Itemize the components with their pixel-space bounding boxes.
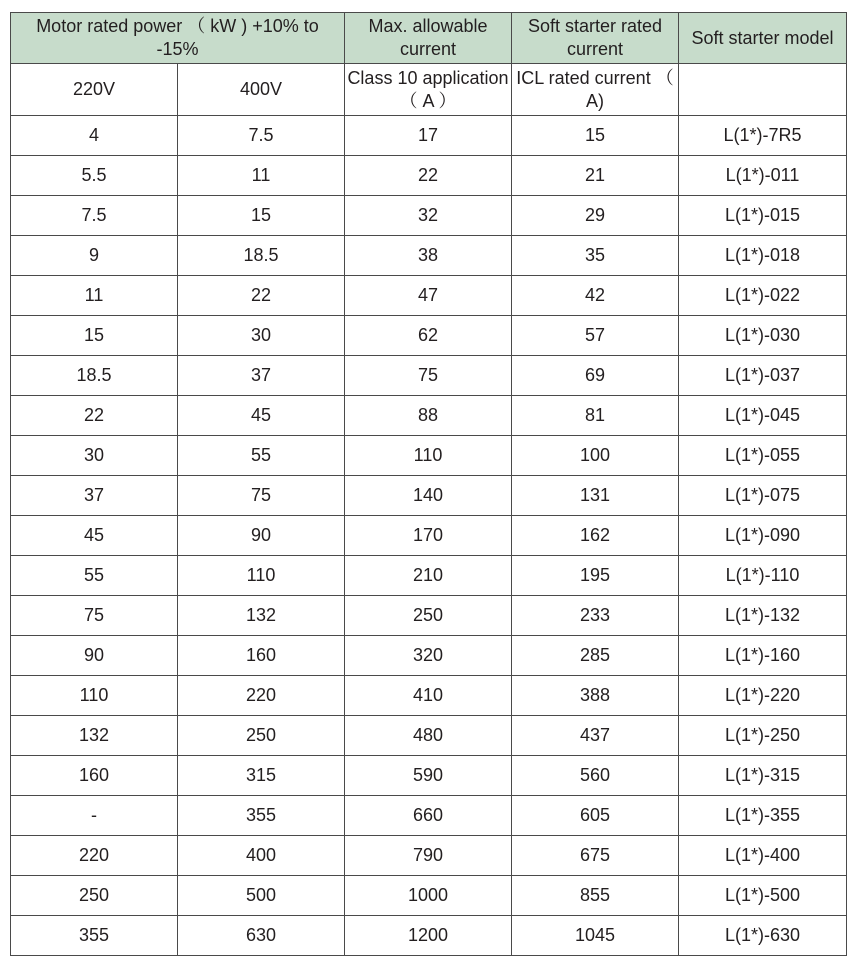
table-row bbox=[11, 396, 847, 436]
table-row bbox=[11, 716, 847, 756]
table-header-row bbox=[11, 13, 847, 64]
table-row bbox=[11, 276, 847, 316]
cell-soft-starter-rated-current: 100 bbox=[512, 436, 679, 476]
cell-soft-starter-rated-current: 15 bbox=[512, 116, 679, 156]
cell-220v-power: 7.5 bbox=[11, 196, 178, 236]
cell-soft-starter-model: L(1*)-315 bbox=[679, 756, 847, 796]
table-row bbox=[11, 836, 847, 876]
cell-max-allowable-current: 590 bbox=[345, 756, 512, 796]
cell-soft-starter-model: L(1*)-220 bbox=[679, 676, 847, 716]
cell-220v-power: 37 bbox=[11, 476, 178, 516]
cell-220v-power: 11 bbox=[11, 276, 178, 316]
cell-soft-starter-rated-current: 69 bbox=[512, 356, 679, 396]
cell-400v-power: 110 bbox=[178, 556, 345, 596]
cell-max-allowable-current: 170 bbox=[345, 516, 512, 556]
cell-400v-power: 90 bbox=[178, 516, 345, 556]
cell-max-allowable-current: 47 bbox=[345, 276, 512, 316]
cell-400v-power: 220 bbox=[178, 676, 345, 716]
cell-max-allowable-current: 410 bbox=[345, 676, 512, 716]
header-soft-starter-rated-current: Soft starter rated current bbox=[512, 13, 679, 64]
cell-soft-starter-model: L(1*)-075 bbox=[679, 476, 847, 516]
cell-max-allowable-current: 140 bbox=[345, 476, 512, 516]
cell-220v-power: 110 bbox=[11, 676, 178, 716]
table-row bbox=[11, 156, 847, 196]
table-row bbox=[11, 876, 847, 916]
cell-max-allowable-current: 210 bbox=[345, 556, 512, 596]
cell-soft-starter-model: L(1*)-030 bbox=[679, 316, 847, 356]
cell-400v-power: 45 bbox=[178, 396, 345, 436]
cell-max-allowable-current: 32 bbox=[345, 196, 512, 236]
cell-max-allowable-current: 75 bbox=[345, 356, 512, 396]
table-row bbox=[11, 796, 847, 836]
table-row bbox=[11, 756, 847, 796]
header-soft-starter-model: Soft starter model bbox=[679, 13, 847, 64]
cell-soft-starter-rated-current: 285 bbox=[512, 636, 679, 676]
cell-soft-starter-rated-current: 437 bbox=[512, 716, 679, 756]
cell-max-allowable-current: 250 bbox=[345, 596, 512, 636]
cell-400v-power: 315 bbox=[178, 756, 345, 796]
cell-220v-power: 45 bbox=[11, 516, 178, 556]
cell-220v-power: 355 bbox=[11, 916, 178, 956]
subheader-class10-application: Class 10 application （ A ） bbox=[345, 64, 512, 116]
table-row bbox=[11, 636, 847, 676]
subheader-220v: 220V bbox=[11, 64, 178, 116]
cell-220v-power: 9 bbox=[11, 236, 178, 276]
cell-soft-starter-rated-current: 29 bbox=[512, 196, 679, 236]
cell-soft-starter-rated-current: 35 bbox=[512, 236, 679, 276]
cell-220v-power: 132 bbox=[11, 716, 178, 756]
cell-soft-starter-model: L(1*)-037 bbox=[679, 356, 847, 396]
cell-400v-power: 630 bbox=[178, 916, 345, 956]
cell-soft-starter-rated-current: 560 bbox=[512, 756, 679, 796]
cell-max-allowable-current: 22 bbox=[345, 156, 512, 196]
cell-400v-power: 7.5 bbox=[178, 116, 345, 156]
cell-400v-power: 15 bbox=[178, 196, 345, 236]
subheader-icl-rated-current: ICL rated current （ A) bbox=[512, 64, 679, 116]
cell-max-allowable-current: 62 bbox=[345, 316, 512, 356]
cell-soft-starter-model: L(1*)-132 bbox=[679, 596, 847, 636]
cell-soft-starter-model: L(1*)-500 bbox=[679, 876, 847, 916]
table-row bbox=[11, 596, 847, 636]
table-row bbox=[11, 916, 847, 956]
cell-220v-power: 5.5 bbox=[11, 156, 178, 196]
header-max-allowable-current: Max. allowable current bbox=[345, 13, 512, 64]
cell-soft-starter-model: L(1*)-090 bbox=[679, 516, 847, 556]
cell-soft-starter-rated-current: 42 bbox=[512, 276, 679, 316]
cell-soft-starter-rated-current: 21 bbox=[512, 156, 679, 196]
cell-220v-power: 75 bbox=[11, 596, 178, 636]
cell-400v-power: 30 bbox=[178, 316, 345, 356]
cell-max-allowable-current: 17 bbox=[345, 116, 512, 156]
cell-soft-starter-rated-current: 81 bbox=[512, 396, 679, 436]
cell-220v-power: 90 bbox=[11, 636, 178, 676]
table-row bbox=[11, 316, 847, 356]
cell-220v-power: 22 bbox=[11, 396, 178, 436]
cell-220v-power: - bbox=[11, 796, 178, 836]
cell-400v-power: 132 bbox=[178, 596, 345, 636]
cell-soft-starter-rated-current: 195 bbox=[512, 556, 679, 596]
table-row bbox=[11, 236, 847, 276]
cell-soft-starter-model: L(1*)-022 bbox=[679, 276, 847, 316]
cell-400v-power: 18.5 bbox=[178, 236, 345, 276]
cell-400v-power: 160 bbox=[178, 636, 345, 676]
cell-400v-power: 55 bbox=[178, 436, 345, 476]
table-row bbox=[11, 476, 847, 516]
table-row bbox=[11, 556, 847, 596]
cell-max-allowable-current: 320 bbox=[345, 636, 512, 676]
cell-400v-power: 500 bbox=[178, 876, 345, 916]
cell-400v-power: 22 bbox=[178, 276, 345, 316]
cell-max-allowable-current: 480 bbox=[345, 716, 512, 756]
cell-400v-power: 355 bbox=[178, 796, 345, 836]
table-row bbox=[11, 436, 847, 476]
cell-soft-starter-rated-current: 388 bbox=[512, 676, 679, 716]
cell-220v-power: 220 bbox=[11, 836, 178, 876]
subheader-400v: 400V bbox=[178, 64, 345, 116]
cell-400v-power: 75 bbox=[178, 476, 345, 516]
cell-400v-power: 400 bbox=[178, 836, 345, 876]
table-subheader-row bbox=[11, 64, 847, 116]
cell-max-allowable-current: 660 bbox=[345, 796, 512, 836]
table-row bbox=[11, 516, 847, 556]
cell-soft-starter-model: L(1*)-055 bbox=[679, 436, 847, 476]
cell-soft-starter-model: L(1*)-7R5 bbox=[679, 116, 847, 156]
cell-max-allowable-current: 1200 bbox=[345, 916, 512, 956]
cell-max-allowable-current: 1000 bbox=[345, 876, 512, 916]
cell-220v-power: 30 bbox=[11, 436, 178, 476]
cell-soft-starter-rated-current: 855 bbox=[512, 876, 679, 916]
cell-max-allowable-current: 38 bbox=[345, 236, 512, 276]
cell-soft-starter-model: L(1*)-630 bbox=[679, 916, 847, 956]
cell-soft-starter-model: L(1*)-110 bbox=[679, 556, 847, 596]
cell-soft-starter-model: L(1*)-250 bbox=[679, 716, 847, 756]
cell-soft-starter-model: L(1*)-011 bbox=[679, 156, 847, 196]
cell-220v-power: 4 bbox=[11, 116, 178, 156]
cell-soft-starter-rated-current: 162 bbox=[512, 516, 679, 556]
table-row bbox=[11, 356, 847, 396]
soft-starter-selection-table bbox=[10, 12, 847, 956]
cell-soft-starter-rated-current: 675 bbox=[512, 836, 679, 876]
cell-max-allowable-current: 110 bbox=[345, 436, 512, 476]
table-row bbox=[11, 676, 847, 716]
cell-soft-starter-model: L(1*)-018 bbox=[679, 236, 847, 276]
cell-soft-starter-rated-current: 131 bbox=[512, 476, 679, 516]
cell-soft-starter-model: L(1*)-160 bbox=[679, 636, 847, 676]
cell-220v-power: 250 bbox=[11, 876, 178, 916]
cell-220v-power: 55 bbox=[11, 556, 178, 596]
cell-soft-starter-model: L(1*)-015 bbox=[679, 196, 847, 236]
cell-max-allowable-current: 88 bbox=[345, 396, 512, 436]
cell-220v-power: 160 bbox=[11, 756, 178, 796]
table-row bbox=[11, 196, 847, 236]
cell-soft-starter-model: L(1*)-355 bbox=[679, 796, 847, 836]
subheader-blank bbox=[679, 64, 847, 116]
cell-soft-starter-rated-current: 233 bbox=[512, 596, 679, 636]
cell-soft-starter-rated-current: 605 bbox=[512, 796, 679, 836]
cell-400v-power: 11 bbox=[178, 156, 345, 196]
cell-220v-power: 18.5 bbox=[11, 356, 178, 396]
cell-soft-starter-model: L(1*)-400 bbox=[679, 836, 847, 876]
cell-220v-power: 15 bbox=[11, 316, 178, 356]
cell-soft-starter-rated-current: 1045 bbox=[512, 916, 679, 956]
cell-400v-power: 37 bbox=[178, 356, 345, 396]
table-row bbox=[11, 116, 847, 156]
cell-soft-starter-model: L(1*)-045 bbox=[679, 396, 847, 436]
cell-soft-starter-rated-current: 57 bbox=[512, 316, 679, 356]
cell-400v-power: 250 bbox=[178, 716, 345, 756]
cell-max-allowable-current: 790 bbox=[345, 836, 512, 876]
header-motor-rated-power: Motor rated power （ kW ) +10% to -15% bbox=[11, 13, 345, 64]
